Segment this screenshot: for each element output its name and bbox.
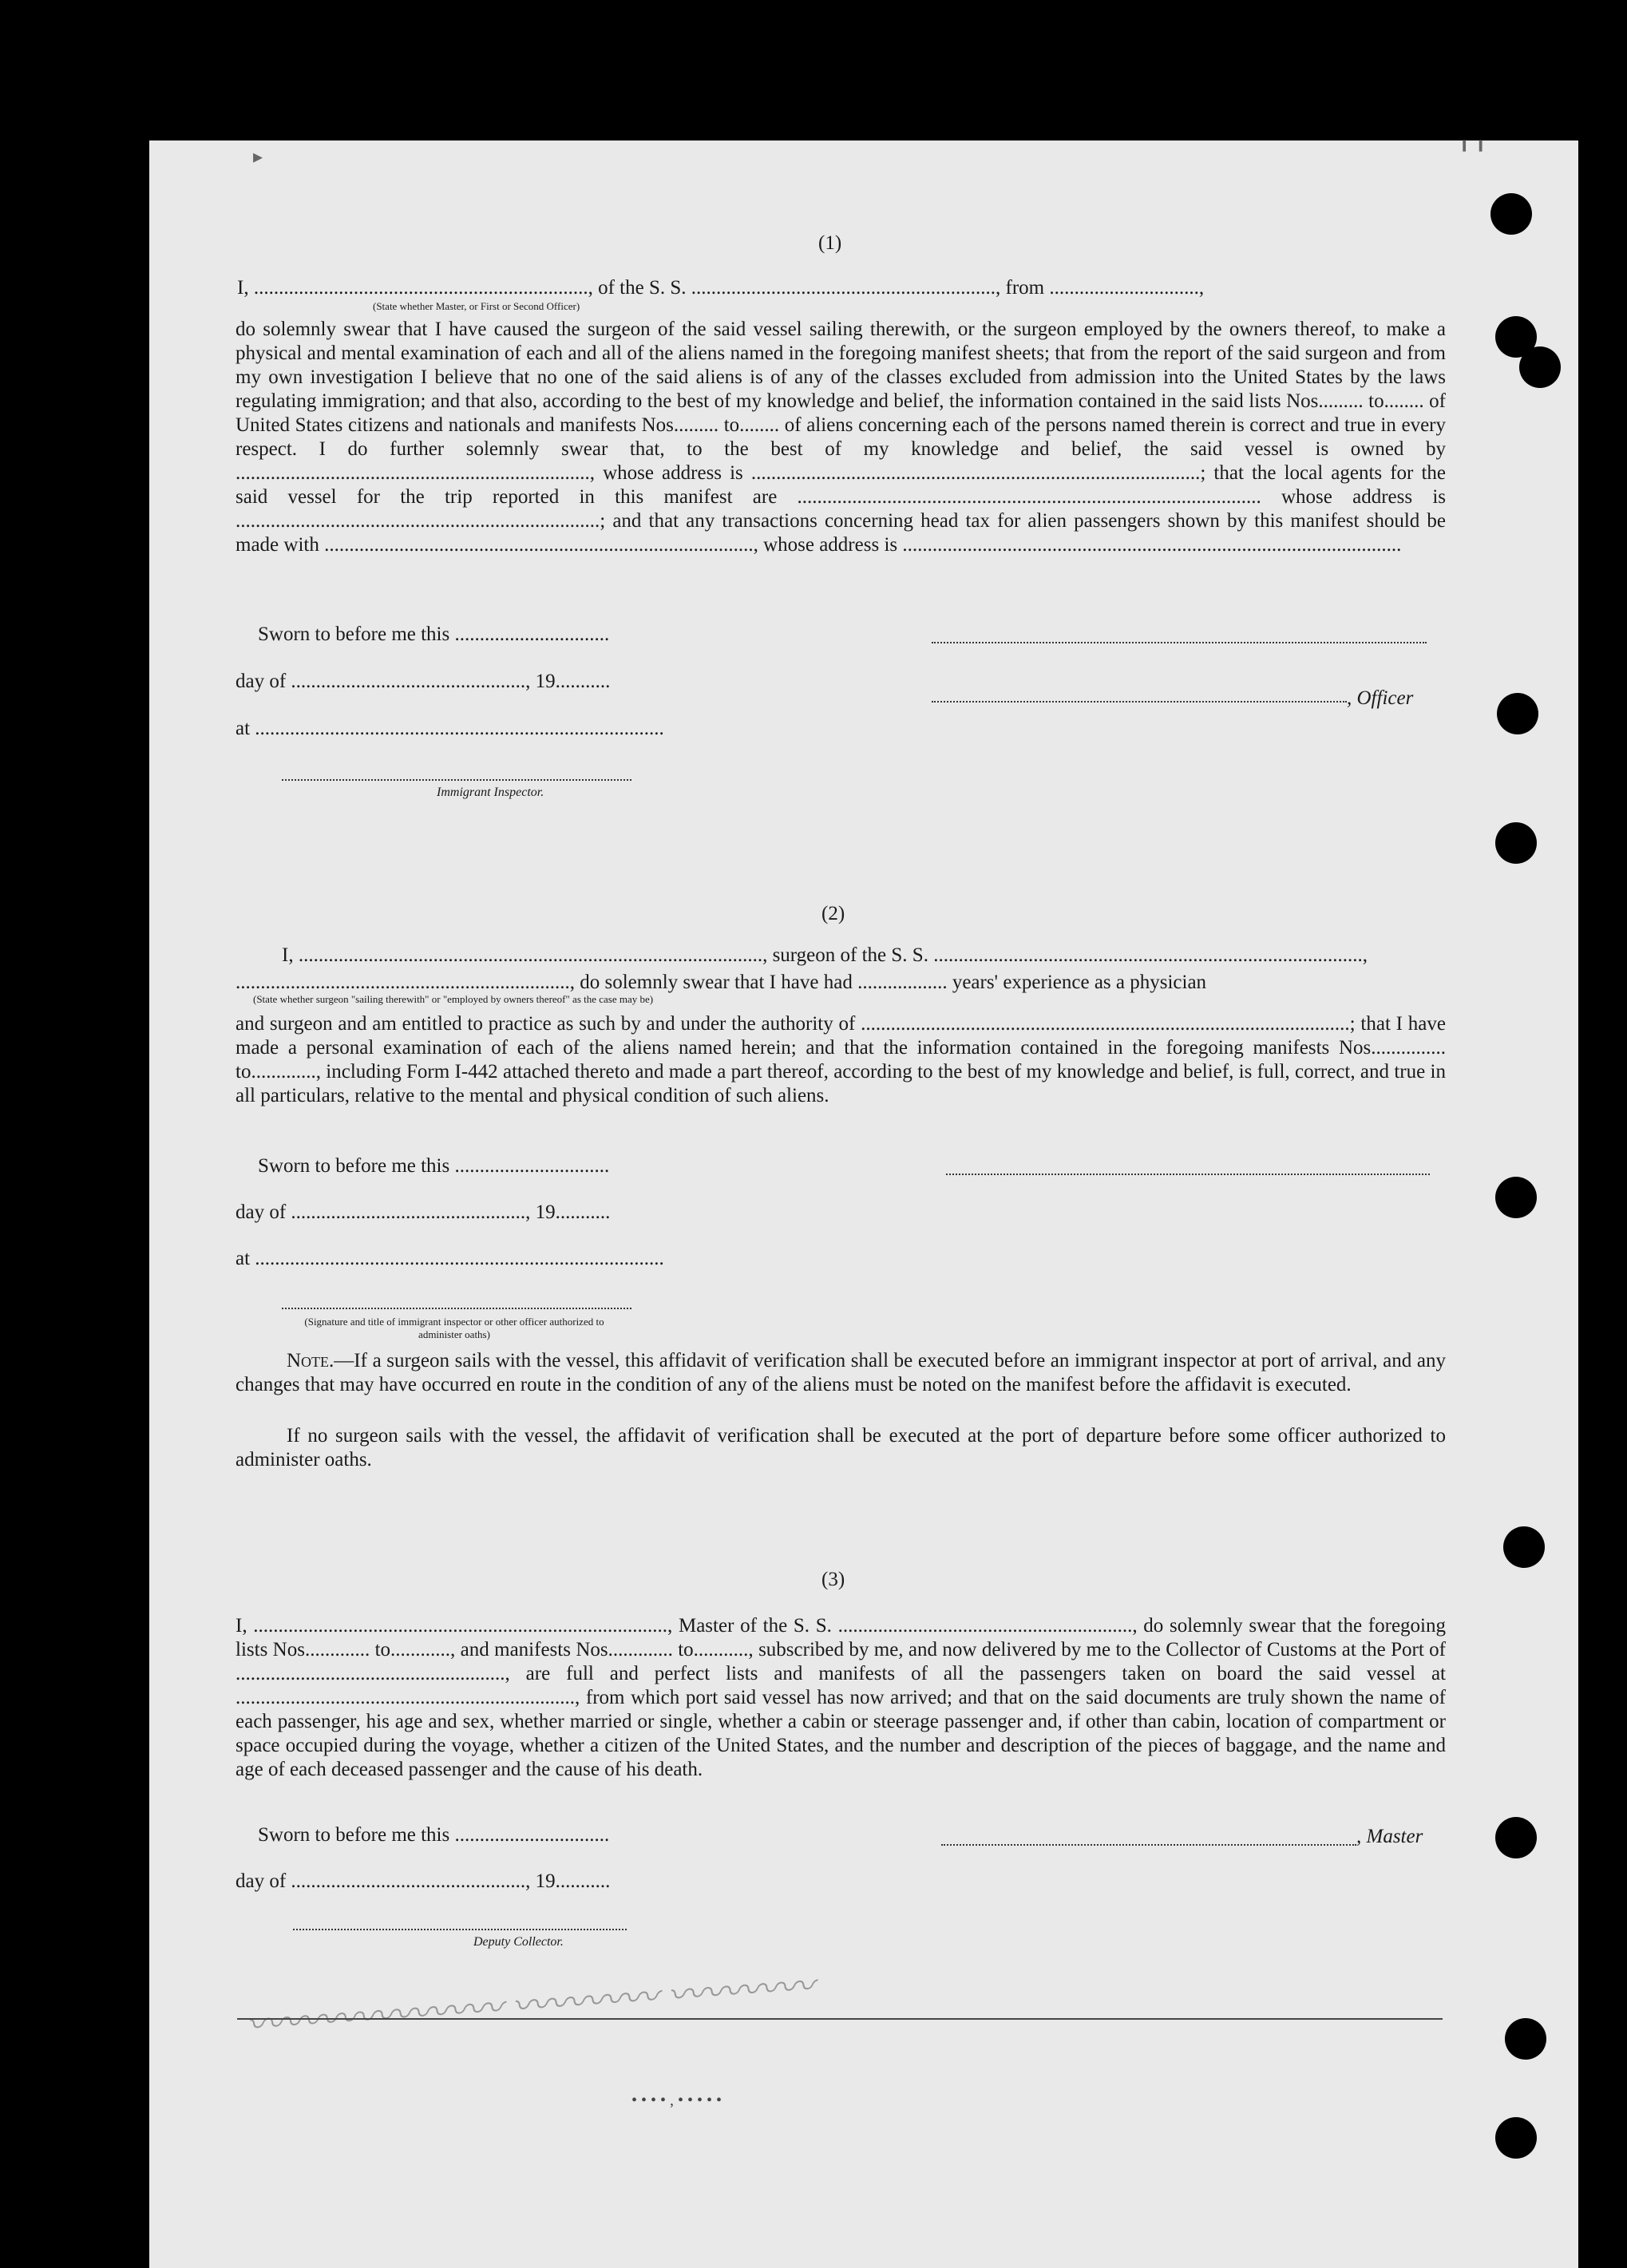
section2-inspector-sig-line (282, 1308, 631, 1309)
section2-body: and surgeon and am entitled to practice as such by and under the authority of ..................................................................................................; that I have made a personal examination of each of the aliens named herein; and that the information contained in the foregoing manifests Nos............... to............., including Form I-442 attached thereto and made a part thereof, according to the best of my knowledge and belief, is full, correct, and true in all particulars, relative to the mental and physical condition of such aliens. (236, 1013, 1446, 1106)
section1-inspector-sig-line (282, 779, 631, 781)
note-text: —If a surgeon sails with the vessel, this affidavit of verification shall be executed before an immigrant inspector at port of arrival, and any changes that may have occurred en route in the condition of any of the aliens must be noted on the manifest before the affidavit is executed. (236, 1350, 1446, 1395)
section1-heading: (1) (818, 232, 842, 254)
punch-hole (1505, 2018, 1546, 2060)
section2-signature-line (946, 1174, 1430, 1175)
section3-master-sig-line (941, 1844, 1356, 1846)
punch-hole (1495, 1817, 1537, 1858)
section1-at: at .................................................................................. (236, 718, 664, 739)
section3-collector-caption: Deputy Collector. (473, 1935, 564, 1949)
section1-sworn: Sworn to before me this ............................... (258, 623, 610, 645)
punch-hole (1497, 693, 1538, 734)
bottom-rule (237, 2018, 1443, 2020)
section2-line1: I, ............................................................................................., surgeon of the S. S. ......................................................................................, (282, 944, 1368, 966)
section1-line1: I, ..................................................................., of the S. S. ............................................................., from .............................., (237, 277, 1205, 299)
punch-hole (1503, 1526, 1545, 1568)
section3-heading: (3) (821, 1569, 845, 1590)
section3-sworn: Sworn to before me this ............................... (258, 1824, 610, 1846)
punch-hole (1519, 346, 1561, 388)
section1-officer-label: , Officer (1347, 687, 1414, 709)
section2-sworn: Sworn to before me this ............................... (258, 1155, 610, 1177)
manifest-page (149, 141, 1578, 2268)
section2-note2: If no surgeon sails with the vessel, the affidavit of verification shall be executed at the port of departure before some officer authorized to administer oaths. (236, 1425, 1446, 1470)
punch-hole (1495, 822, 1537, 864)
section1-officer-sig-line-top (932, 642, 1427, 643)
section1-officer-sig-line (932, 701, 1347, 703)
section2-caption-state: (State whether surgeon "sailing therewith" or "employed by owners thereof" as the case may be) (253, 993, 654, 1005)
section2-heading: (2) (821, 903, 845, 924)
section3-day: day of ..............................................., 19........... (236, 1870, 611, 1892)
section2-at: at .................................................................................. (236, 1248, 664, 1269)
section1-body: do solemnly swear that I have caused the surgeon of the said vessel sailing therewith, or the surgeon employed by the owners thereof, to make a physical and mental examination of each and all of the aliens named in the foregoing manifest sheets; that from the report of the said surgeon and from my own investigation I believe that no one of the said aliens is of any of the classes excluded from admission into the United States by the laws regulating immigration; and that also, according to the best of my knowledge and belief, the information contained in the said lists Nos......... to........ of United States citizens and nationals and manifests Nos......... to........ of aliens concerning each of the persons named therein is correct and true in every respect. I do further solemnly swear that, to the best of my knowledge and belief, the said vessel is owned by ......................................................................., whose address is ..........................................................................................; that the local agents for the said vessel for the trip reported in this manifest are ............................................................................................. whose address is .........................................................................; and that any transactions concerning head tax for alien passengers shown by this manifest should be made with ......................................................................................, whose address is .................................................................................................... (236, 319, 1446, 556)
section1-day: day of ..............................................., 19........... (236, 671, 611, 692)
section2-signature-caption: (Signature and title of immigrant inspector or other officer authorized to administer oaths) (304, 1316, 604, 1340)
handwritten-annotation: 〰〰〰〰〰〰〰 〰〰〰〰 〰〰〰〰 (244, 1965, 816, 2046)
footer-dots: • • • • , • • • • • (631, 2092, 722, 2109)
section3-master-label: , Master (1356, 1826, 1423, 1847)
stray-mark: ╹ ╹ (1459, 142, 1486, 163)
section2-note (236, 1349, 1446, 1397)
section2-line2: ..................................................................., do solemnly swear that I have had .................. years' experience as a physician (236, 972, 1207, 993)
note-label: Note. (287, 1350, 335, 1371)
stray-mark: ▸ (253, 147, 263, 168)
section1-caption-state: (State whether Master, or First or Second Officer) (373, 300, 580, 312)
punch-hole (1495, 2117, 1537, 2159)
punch-hole (1490, 193, 1532, 235)
section3-body: I, ..................................................................................., Master of the S. S. ..........................................................., do solemnly swear that the foregoing lists Nos............. to............, and manifests Nos............. to..........., subscribed by me, and now delivered by me to the Collector of Customs at the Port of ......................................................, are full and perfect lists and manifests of all the passengers taken on board the said vessel at ...................................................................., from which port said vessel has now arrived; and that on the said documents are truly shown the name of each passenger, his age and sex, whether married or single, whether a cabin or steerage passenger and, if other than cabin, location of compartment or space occupied during the voyage, whether a citizen of the United States, and the number and description of the pieces of baggage, and the name and age of each deceased passenger and the cause of his death. (236, 1615, 1446, 1780)
section2-day: day of ..............................................., 19........... (236, 1201, 611, 1223)
section1-inspector-caption: Immigrant Inspector. (437, 786, 544, 799)
section3-collector-sig-line (293, 1929, 627, 1930)
punch-hole (1495, 1177, 1537, 1218)
